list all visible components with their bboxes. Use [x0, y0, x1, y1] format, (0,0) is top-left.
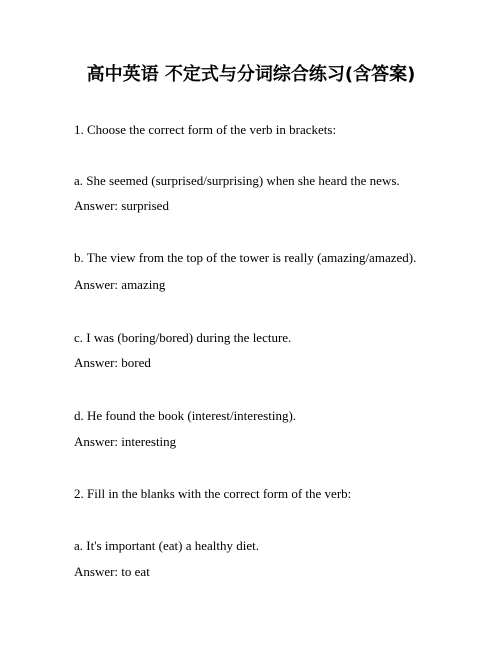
section-2-heading: 2. Fill in the blanks with the correct form of the verb:: [74, 486, 352, 501]
question-1b: b. The view from the top of the tower is really (amazing/amazed).: [74, 250, 417, 265]
question-2a: a. It's important (eat) a healthy diet.: [74, 538, 259, 553]
answer-1c: Answer: bored: [74, 355, 151, 370]
question-1d: d. He found the book (interest/interesting).: [74, 408, 297, 423]
answer-2a: Answer: to eat: [74, 564, 150, 579]
question-1a: a. She seemed (surprised/surprising) when she heard the news.: [74, 173, 400, 188]
page-title: 高中英语 不定式与分词综合练习(含答案): [86, 64, 416, 85]
answer-1b: Answer: amazing: [74, 277, 166, 292]
answer-1a: Answer: surprised: [74, 198, 169, 213]
answer-1d: Answer: interesting: [74, 434, 177, 449]
question-1c: c. I was (boring/bored) during the lecture.: [74, 330, 292, 345]
section-1-heading: 1. Choose the correct form of the verb in brackets:: [74, 122, 337, 137]
